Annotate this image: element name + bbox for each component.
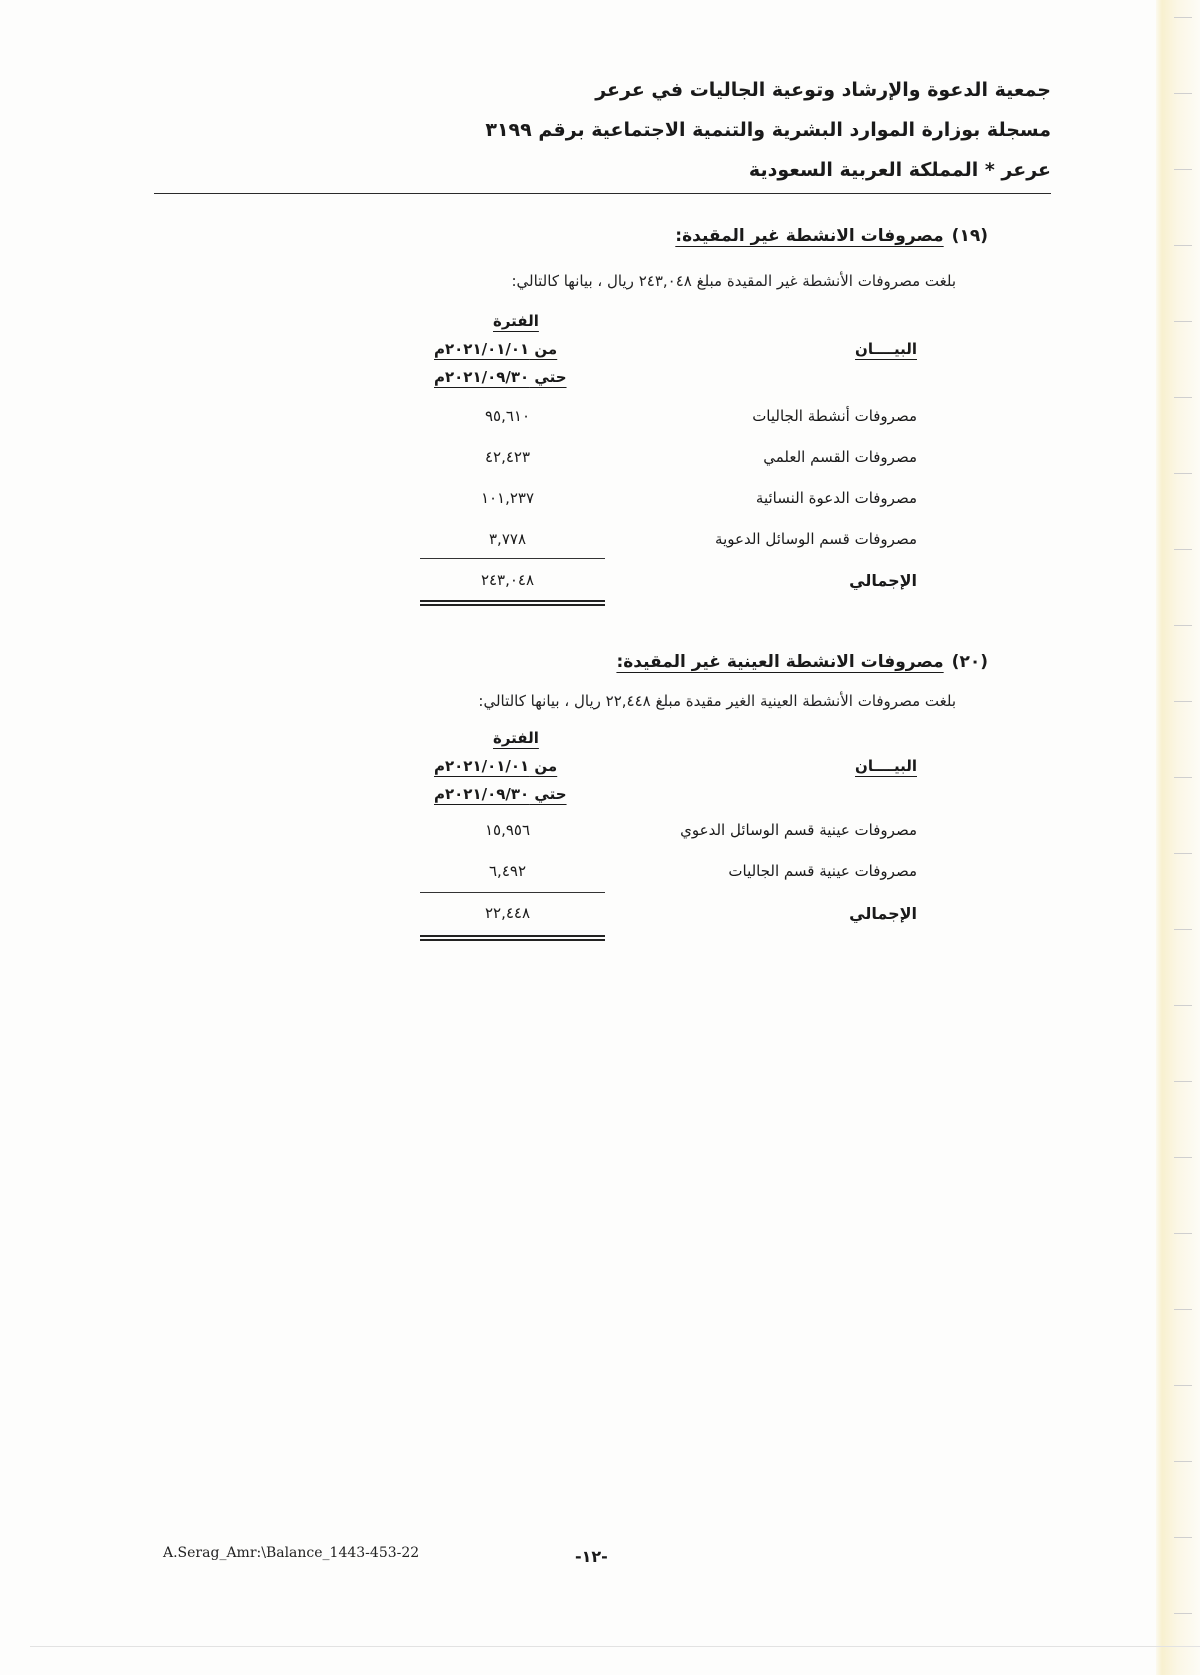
subtotal-rule xyxy=(420,558,605,559)
document-header xyxy=(156,70,1051,190)
header-divider xyxy=(154,193,1051,194)
period-title: الفترة xyxy=(493,312,539,330)
row-value: ٦,٤٩٢ xyxy=(489,862,526,880)
org-name: جمعية الدعوة والإرشاد وتوعية الجاليات في عرعر xyxy=(595,79,1051,101)
row-label: مصروفات عينية قسم الجاليات xyxy=(728,862,917,880)
total-label: الإجمالي xyxy=(849,571,917,590)
row-label: مصروفات أنشطة الجاليات xyxy=(752,407,917,425)
total-double-rule xyxy=(420,600,605,602)
section-number: (١٩) xyxy=(951,226,988,246)
registration-line: مسجلة بوزارة الموارد البشرية والتنمية الاجتماعية برقم ٣١٩٩ xyxy=(485,119,1051,141)
section-19-intro: بلغت مصروفات الأنشطة غير المقيدة مبلغ ٢٤٣,٠٤٨ ريال ، بيانها كالتالي: xyxy=(511,272,956,290)
total-label: الإجمالي xyxy=(849,904,917,923)
section-heading: مصروفات الانشطة غير المقيدة: xyxy=(675,226,944,246)
row-value: ٣,٧٧٨ xyxy=(489,530,526,548)
row-label: مصروفات الدعوة النسائية xyxy=(755,489,917,507)
file-reference: A.Serag_Amr:\Balance_1443-453-22 xyxy=(163,1545,420,1561)
row-label: مصروفات القسم العلمي xyxy=(763,448,917,466)
row-value: ١٠١,٢٣٧ xyxy=(480,489,535,507)
total-double-rule xyxy=(420,939,605,941)
period-from: من ٢٠٢١/٠١/٠١م xyxy=(434,757,558,775)
section-number: (٢٠) xyxy=(951,652,988,672)
column-label: البيــــان xyxy=(855,757,917,775)
total-double-rule xyxy=(420,604,605,606)
total-value: ٢٢,٤٤٨ xyxy=(484,904,531,922)
row-label: مصروفات قسم الوسائل الدعوية xyxy=(715,530,917,548)
location-line: عرعر * المملكة العربية السعودية xyxy=(748,159,1051,181)
subtotal-rule xyxy=(420,892,605,893)
ruler-ticks xyxy=(1156,0,1200,1675)
page-number: -١٢- xyxy=(575,1547,608,1566)
total-value: ٢٤٣,٠٤٨ xyxy=(480,571,535,589)
row-value: ٤٢,٤٢٣ xyxy=(484,448,531,466)
period-title: الفترة xyxy=(493,729,539,747)
section-heading: مصروفات الانشطة العينية غير المقيدة: xyxy=(616,652,944,672)
total-double-rule xyxy=(420,935,605,937)
period-to: حتي ٢٠٢١/٠٩/٣٠م xyxy=(434,368,567,386)
section-20-intro: بلغت مصروفات الأنشطة العينية الغير مقيدة مبلغ ٢٢,٤٤٨ ريال ، بيانها كالتالي: xyxy=(478,692,956,710)
period-from: من ٢٠٢١/٠١/٠١م xyxy=(434,340,558,358)
row-value: ٩٥,٦١٠ xyxy=(484,407,531,425)
scan-bottom-line xyxy=(30,1646,1200,1647)
section-19-title xyxy=(675,226,988,246)
section-20-title xyxy=(616,652,988,672)
column-label: البيــــان xyxy=(855,340,917,358)
row-value: ١٥,٩٥٦ xyxy=(484,821,531,839)
row-label: مصروفات عينية قسم الوسائل الدعوي xyxy=(680,821,917,839)
period-to: حتي ٢٠٢١/٠٩/٣٠م xyxy=(434,785,567,803)
